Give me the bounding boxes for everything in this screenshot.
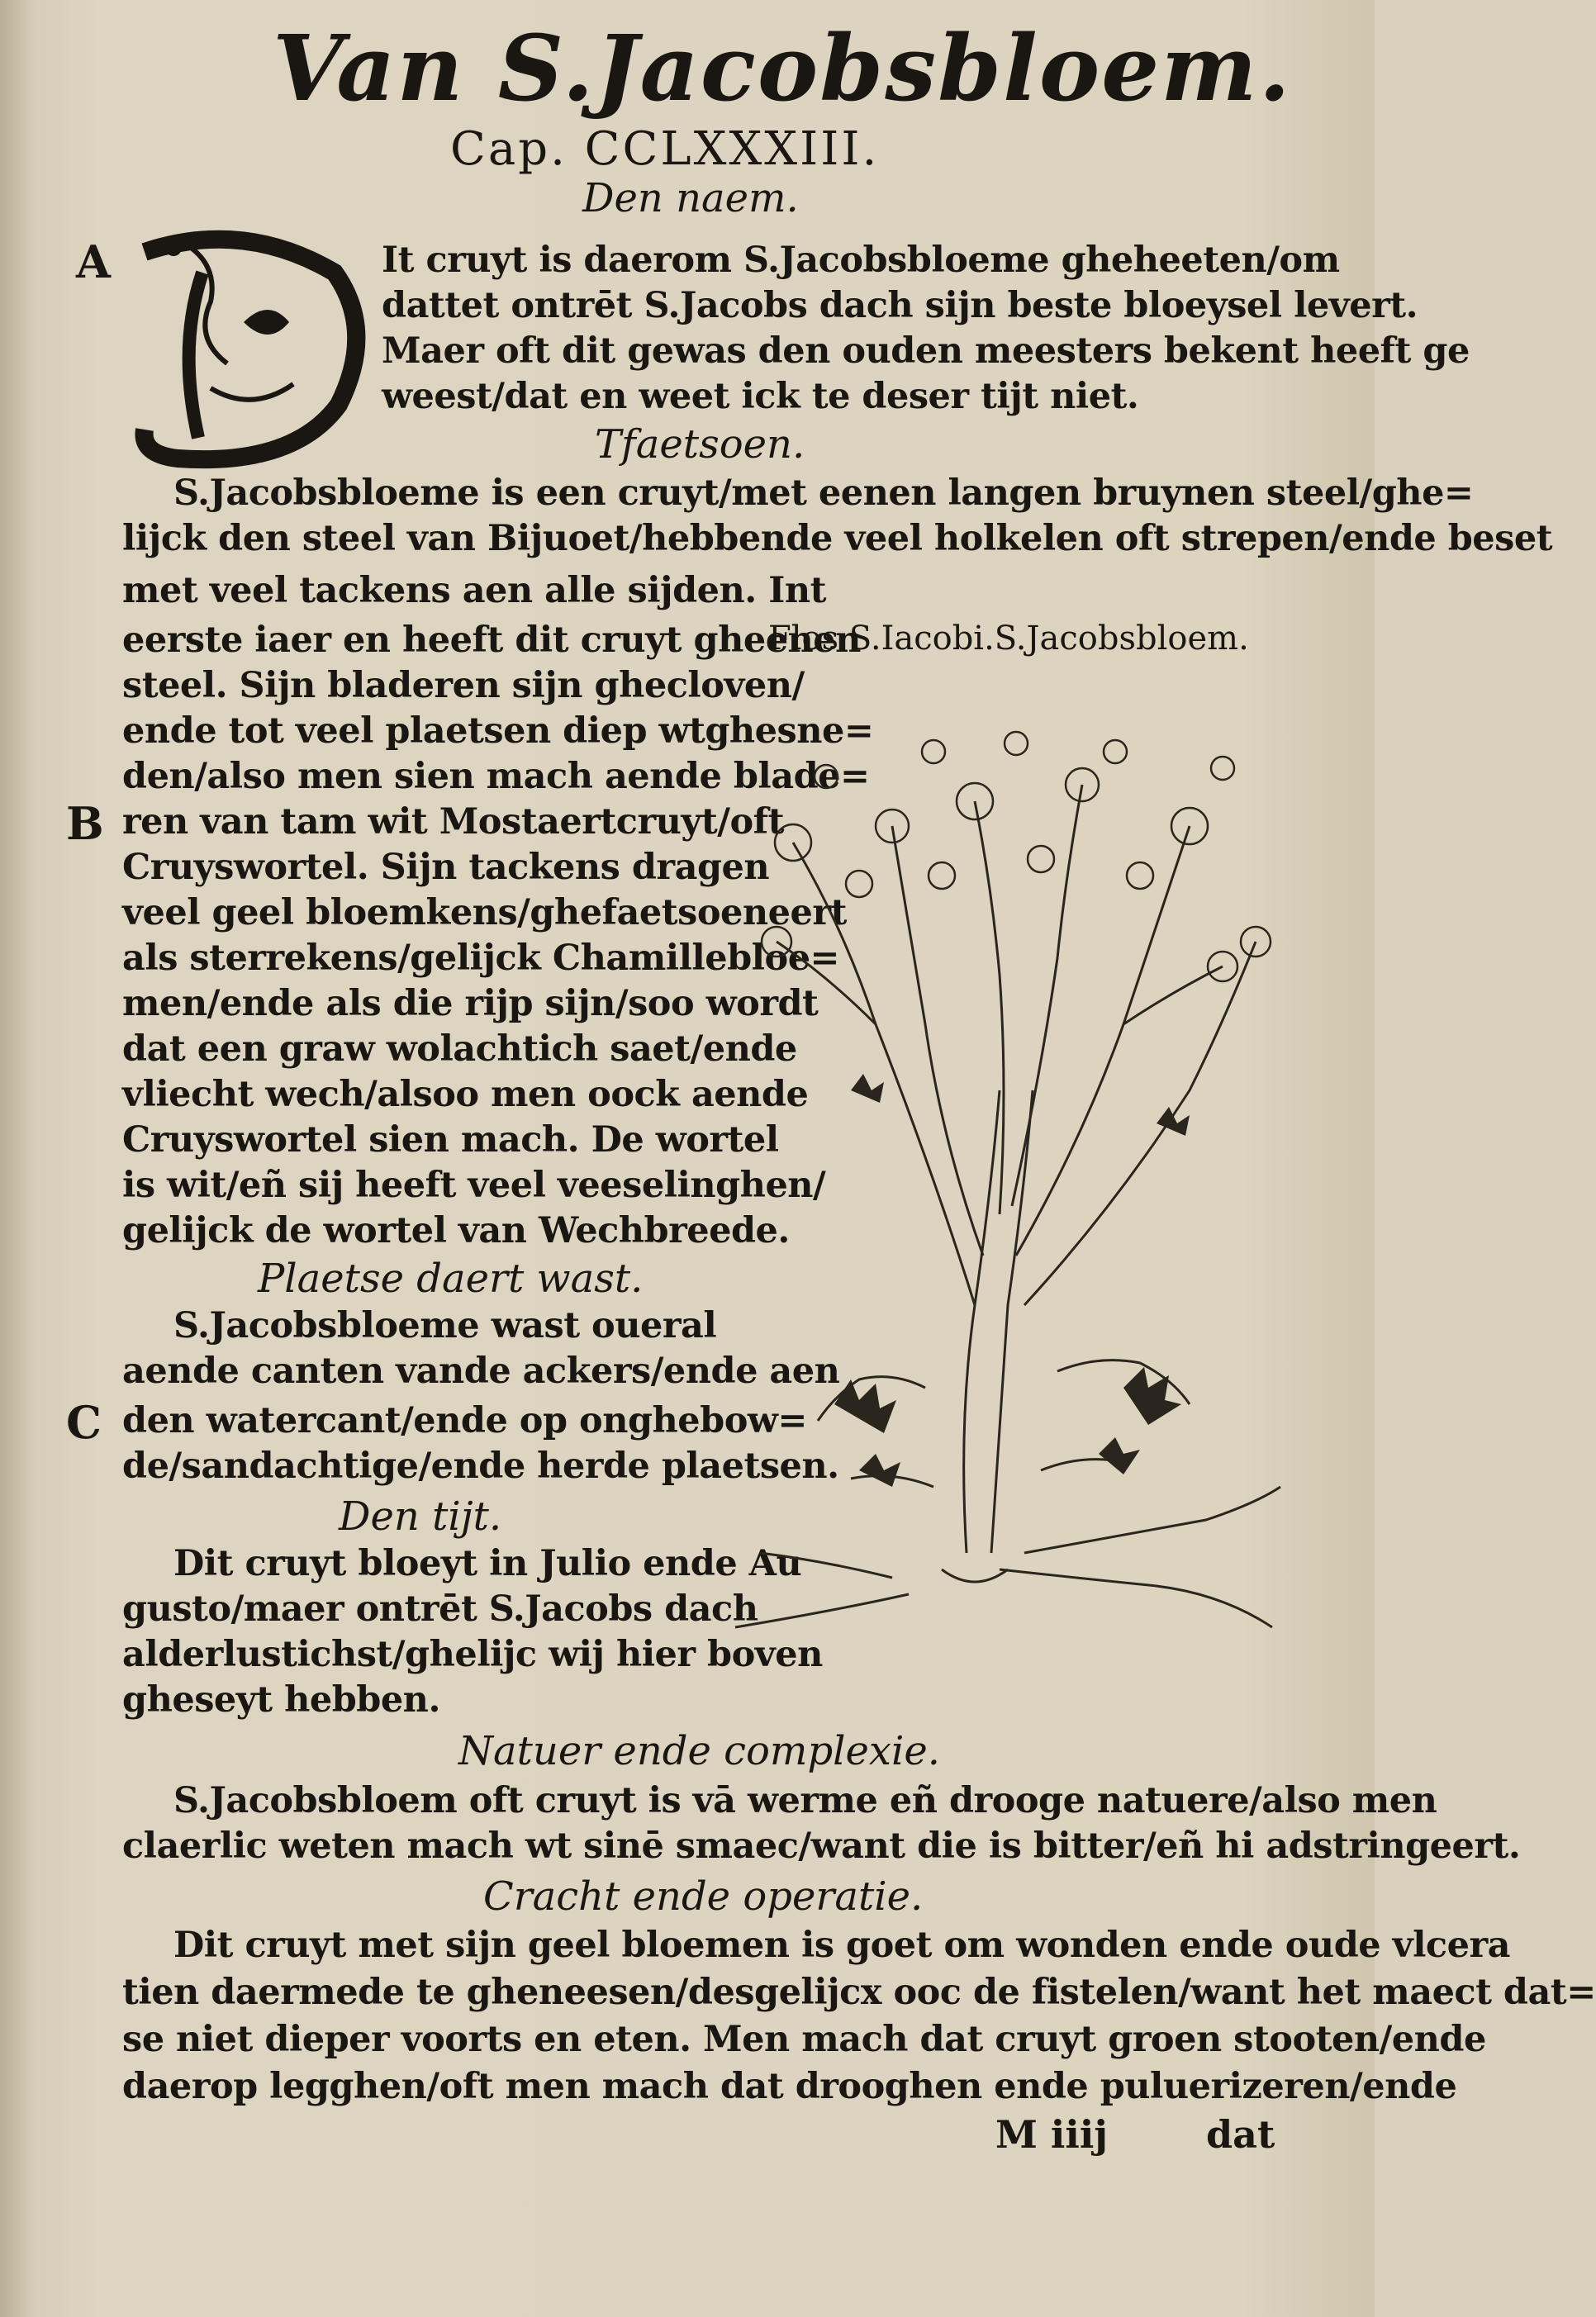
text-line: ende tot veel plaetsen diep wtghesne=	[122, 710, 874, 752]
text-line: alderlustichst/ghelijc wij hier boven	[122, 1634, 823, 1675]
text-line: eerste iaer en heeft dit cruyt gheenen	[122, 620, 861, 661]
text-line: aende canten vande ackers/ende aen	[122, 1351, 840, 1392]
plant-woodcut-illustration	[727, 677, 1297, 1669]
text-line: Dit cruyt bloeyt in Julio ende Au	[173, 1543, 802, 1584]
text-line: steel. Sijn bladeren sijn ghecloven/	[122, 665, 805, 706]
text-line: is wit/eñ sij heeft veel veeselinghen/	[122, 1165, 826, 1206]
text-line: It cruyt is daerom S.Jacobsbloeme gheheeten/om	[382, 240, 1340, 281]
page-title: Van S.Jacobsbloem.	[273, 15, 1292, 121]
text-line: S.Jacobsbloem oft cruyt is vā werme eñ drooge natuere/also men	[173, 1780, 1437, 1821]
text-line: S.Jacobsbloeme is een cruyt/met eenen langen bruynen steel/ghe=	[173, 472, 1474, 514]
text-line: Cruyswortel. Sijn tackens dragen	[122, 847, 770, 888]
text-line: gusto/maer ontrēt S.Jacobs dach	[122, 1588, 758, 1630]
signature-mark: M iiij	[995, 2112, 1109, 2157]
text-line: gelijck de wortel van Wechbreede.	[122, 1210, 790, 1251]
margin-letter-b: B	[66, 797, 104, 850]
decorated-initial-d	[128, 223, 368, 471]
text-line: S.Jacobsbloeme wast oueral	[173, 1305, 717, 1346]
section-heading-cracht: Cracht ende operatie.	[483, 1873, 924, 1920]
text-line: tien daermede te gheneesen/desgelijcx ooc de fistelen/want het maect dat=	[122, 1972, 1596, 2013]
text-line: claerlic weten mach wt sinē smaec/want die is bitter/eñ hi adstringeert.	[122, 1826, 1521, 1867]
text-line: veel geel bloemkens/ghefaetsoeneert	[122, 892, 847, 933]
section-heading-natuer: Natuer ende complexie.	[458, 1728, 941, 1774]
section-heading-tijt: Den tijt.	[339, 1493, 502, 1540]
text-line: se niet dieper voorts en eten. Men mach dat cruyt groen stooten/ende	[122, 2019, 1486, 2060]
text-line: Cruyswortel sien mach. De wortel	[122, 1119, 779, 1161]
text-line: den/also men sien mach aende blade=	[122, 756, 870, 797]
margin-letter-c: C	[66, 1396, 102, 1449]
chapter-number: Cap. CCLXXXIII.	[450, 122, 880, 176]
text-line: als sterrekens/gelijck Chamillebloe=	[122, 938, 840, 979]
text-line: ren van tam wit Mostaertcruyt/oft	[122, 801, 784, 843]
text-line: Dit cruyt met sijn geel bloemen is goet om wonden ende oude vlcera	[173, 1925, 1510, 1966]
text-line: daerop legghen/oft men mach dat drooghen ende puluerizeren/ende	[122, 2066, 1457, 2107]
text-line: dattet ontrēt S.Jacobs dach sijn beste bloeysel levert.	[382, 285, 1418, 326]
text-line: de/sandachtige/ende herde plaetsen.	[122, 1446, 839, 1487]
text-line: men/ende als die rijp sijn/soo wordt	[122, 983, 819, 1024]
section-heading-naem: Den naem.	[582, 175, 799, 221]
text-line: den watercant/ende op onghebow=	[122, 1400, 807, 1441]
text-line: met veel tackens aen alle sijden. Int	[122, 570, 826, 611]
text-line: gheseyt hebben.	[122, 1679, 440, 1721]
catchword: dat	[1206, 2112, 1275, 2157]
text-line: lijck den steel van Bijuoet/hebbende veel holkelen oft strepen/ende beset	[122, 518, 1553, 559]
text-line: dat een graw wolachtich saet/ende	[122, 1028, 797, 1070]
margin-letter-a: A	[76, 235, 111, 288]
text-line: weest/dat en weet ick te deser tijt niet.	[382, 376, 1139, 417]
section-heading-plaetse: Plaetse daert wast.	[258, 1256, 644, 1302]
text-line: Maer oft dit gewas den ouden meesters bekent heeft ge	[382, 330, 1470, 372]
figure-caption: Flos S.Iacobi.S.Jacobsbloem.	[768, 620, 1249, 658]
section-heading-faetsoen: Tfaetsoen.	[595, 421, 805, 468]
text-line: vliecht wech/alsoo men oock aende	[122, 1074, 809, 1115]
